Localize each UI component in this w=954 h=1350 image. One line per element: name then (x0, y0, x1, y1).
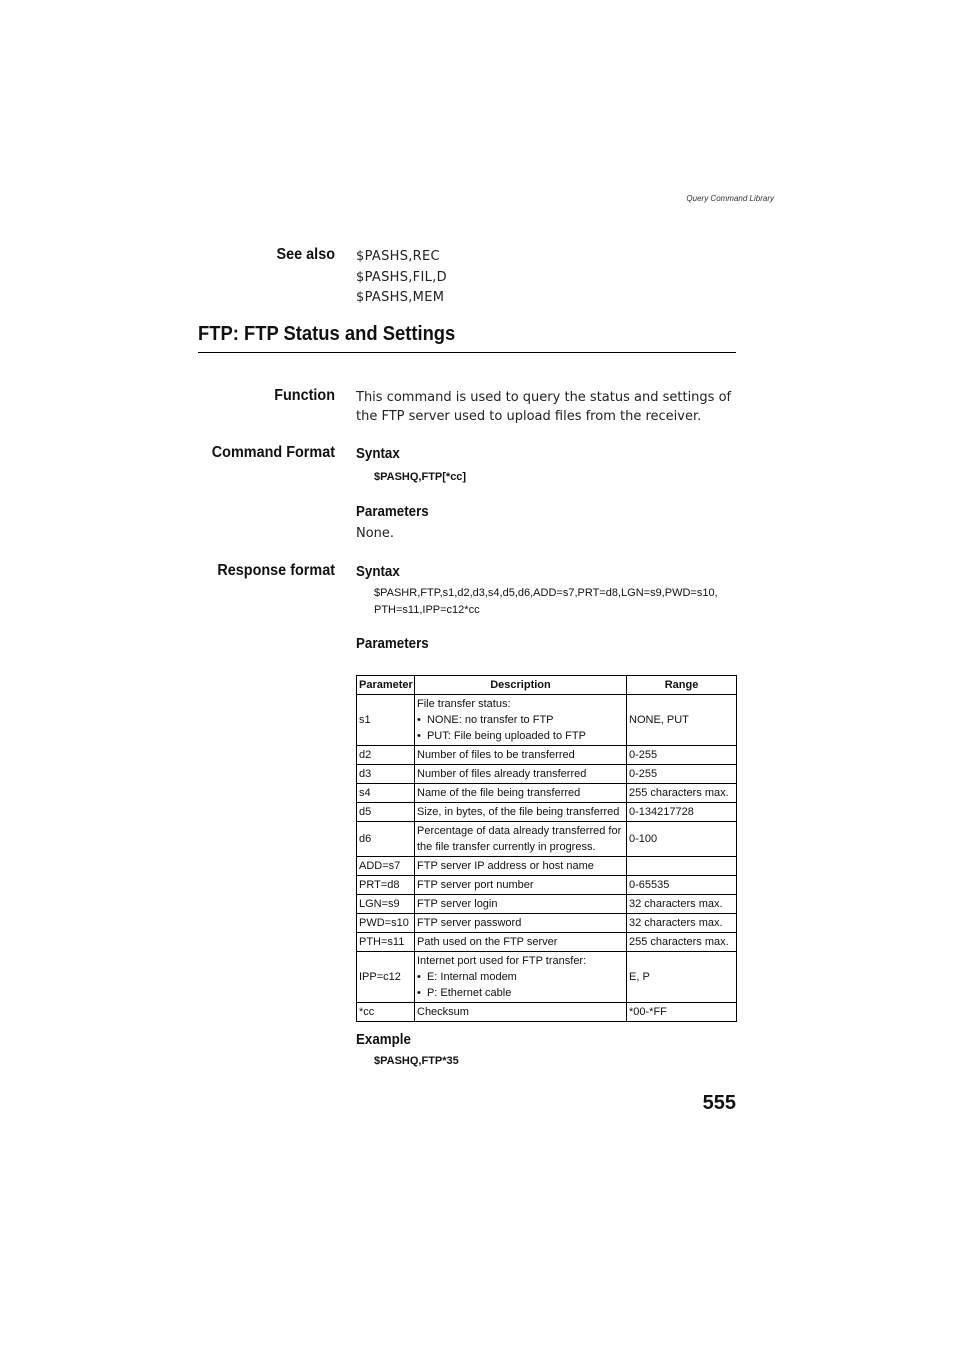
description-text: Internet port used for FTP transfer: (417, 955, 587, 967)
column-header-description: Description (415, 676, 627, 695)
cell-range: 0-65535 (627, 876, 737, 895)
bullet-item: • PUT: File being uploaded to FTP (417, 730, 586, 742)
response-syntax-heading: Syntax (356, 564, 400, 580)
bullet-text: PUT: File being uploaded to FTP (426, 730, 586, 742)
example-heading: Example (356, 1032, 411, 1048)
cell-description: Size, in bytes, of the file being transferred (415, 803, 627, 822)
command-parameters-text: None. (356, 526, 395, 541)
bullet-text: NONE: no transfer to FTP (426, 714, 554, 726)
cell-parameter: *cc (357, 1003, 415, 1022)
cell-description: Name of the file being transferred (415, 784, 627, 803)
cell-parameter: s4 (357, 784, 415, 803)
description-text: File transfer status: (417, 698, 511, 710)
table-row (357, 784, 737, 803)
bullet-text: E: Internal modem (426, 971, 517, 983)
table-row (357, 765, 737, 784)
bullet-text: P: Ethernet cable (426, 987, 512, 999)
bullet-item: • NONE: no transfer to FTP (417, 714, 554, 726)
see-also-label: See also (276, 246, 335, 263)
cell-range: *00-*FF (627, 1003, 737, 1022)
cell-description: FTP server login (415, 895, 627, 914)
response-parameters-heading: Parameters (356, 636, 429, 652)
cell-parameter: d6 (357, 822, 415, 857)
cell-range (627, 857, 737, 876)
see-also-item: $PASHS,REC (356, 249, 440, 264)
table-row (357, 933, 737, 952)
column-header-parameter: Parameter (357, 676, 415, 695)
cell-description (415, 952, 627, 1003)
cell-range: 0-134217728 (627, 803, 737, 822)
cell-parameter: LGN=s9 (357, 895, 415, 914)
section-title: FTP: FTP Status and Settings (198, 323, 456, 345)
cell-description: FTP server port number (415, 876, 627, 895)
cell-parameter: PTH=s11 (357, 933, 415, 952)
cell-range: 0-255 (627, 765, 737, 784)
response-format-label: Response format (217, 562, 335, 579)
cell-parameter: d2 (357, 746, 415, 765)
page-number: 555 (702, 1092, 736, 1114)
cell-parameter: ADD=s7 (357, 857, 415, 876)
table-row (357, 746, 737, 765)
command-syntax-heading: Syntax (356, 446, 400, 462)
bullet-item: • E: Internal modem (417, 971, 517, 983)
command-format-label: Command Format (211, 444, 335, 461)
cell-parameter: d5 (357, 803, 415, 822)
command-syntax: $PASHQ,FTP[*cc] (374, 471, 467, 483)
running-head: Query Command Library (686, 194, 774, 203)
cell-description: FTP server password (415, 914, 627, 933)
bullet-item: • P: Ethernet cable (417, 987, 512, 999)
cell-range: 32 characters max. (627, 895, 737, 914)
function-description: This command is used to query the status and settings of the FTP server used to upload files from the receiver. (356, 390, 732, 424)
see-also-list (356, 247, 447, 309)
cell-range: 0-255 (627, 746, 737, 765)
response-syntax (374, 585, 718, 619)
cell-range: E, P (627, 952, 737, 1003)
example-code: $PASHQ,FTP*35 (374, 1055, 459, 1067)
table-row (357, 895, 737, 914)
cell-description (415, 695, 627, 746)
cell-description: Number of files to be transferred (415, 746, 627, 765)
parameters-table (356, 675, 737, 1022)
cell-parameter: IPP=c12 (357, 952, 415, 1003)
see-also-item: $PASHS,MEM (356, 290, 445, 305)
table-row (357, 914, 737, 933)
table-row (357, 876, 737, 895)
column-header-range: Range (627, 676, 737, 695)
cell-range: 255 characters max. (627, 784, 737, 803)
cell-parameter: d3 (357, 765, 415, 784)
cell-parameter: PRT=d8 (357, 876, 415, 895)
table-row (357, 822, 737, 857)
cell-range: 32 characters max. (627, 914, 737, 933)
table-row (357, 803, 737, 822)
table-row (357, 1003, 737, 1022)
cell-description: Path used on the FTP server (415, 933, 627, 952)
response-syntax-line: PTH=s11,IPP=c12*cc (374, 604, 480, 616)
table-row (357, 695, 737, 746)
cell-description: Percentage of data already transferred for the file transfer currently in progress. (415, 822, 627, 857)
cell-parameter: s1 (357, 695, 415, 746)
cell-description: FTP server IP address or host name (415, 857, 627, 876)
command-parameters-heading: Parameters (356, 504, 429, 520)
cell-range: 0-100 (627, 822, 737, 857)
section-divider (198, 352, 736, 353)
cell-range: 255 characters max. (627, 933, 737, 952)
response-syntax-line: $PASHR,FTP,s1,d2,d3,s4,d5,d6,ADD=s7,PRT=d8,LGN=s9,PWD=s10, (374, 587, 718, 599)
cell-range: NONE, PUT (627, 695, 737, 746)
function-label: Function (274, 387, 335, 404)
table-header-row (357, 676, 737, 695)
table-row (357, 952, 737, 1003)
table-row (357, 857, 737, 876)
see-also-item: $PASHS,FIL,D (356, 269, 447, 285)
cell-description: Checksum (415, 1003, 627, 1022)
cell-parameter: PWD=s10 (357, 914, 415, 933)
cell-description: Number of files already transferred (415, 765, 627, 784)
